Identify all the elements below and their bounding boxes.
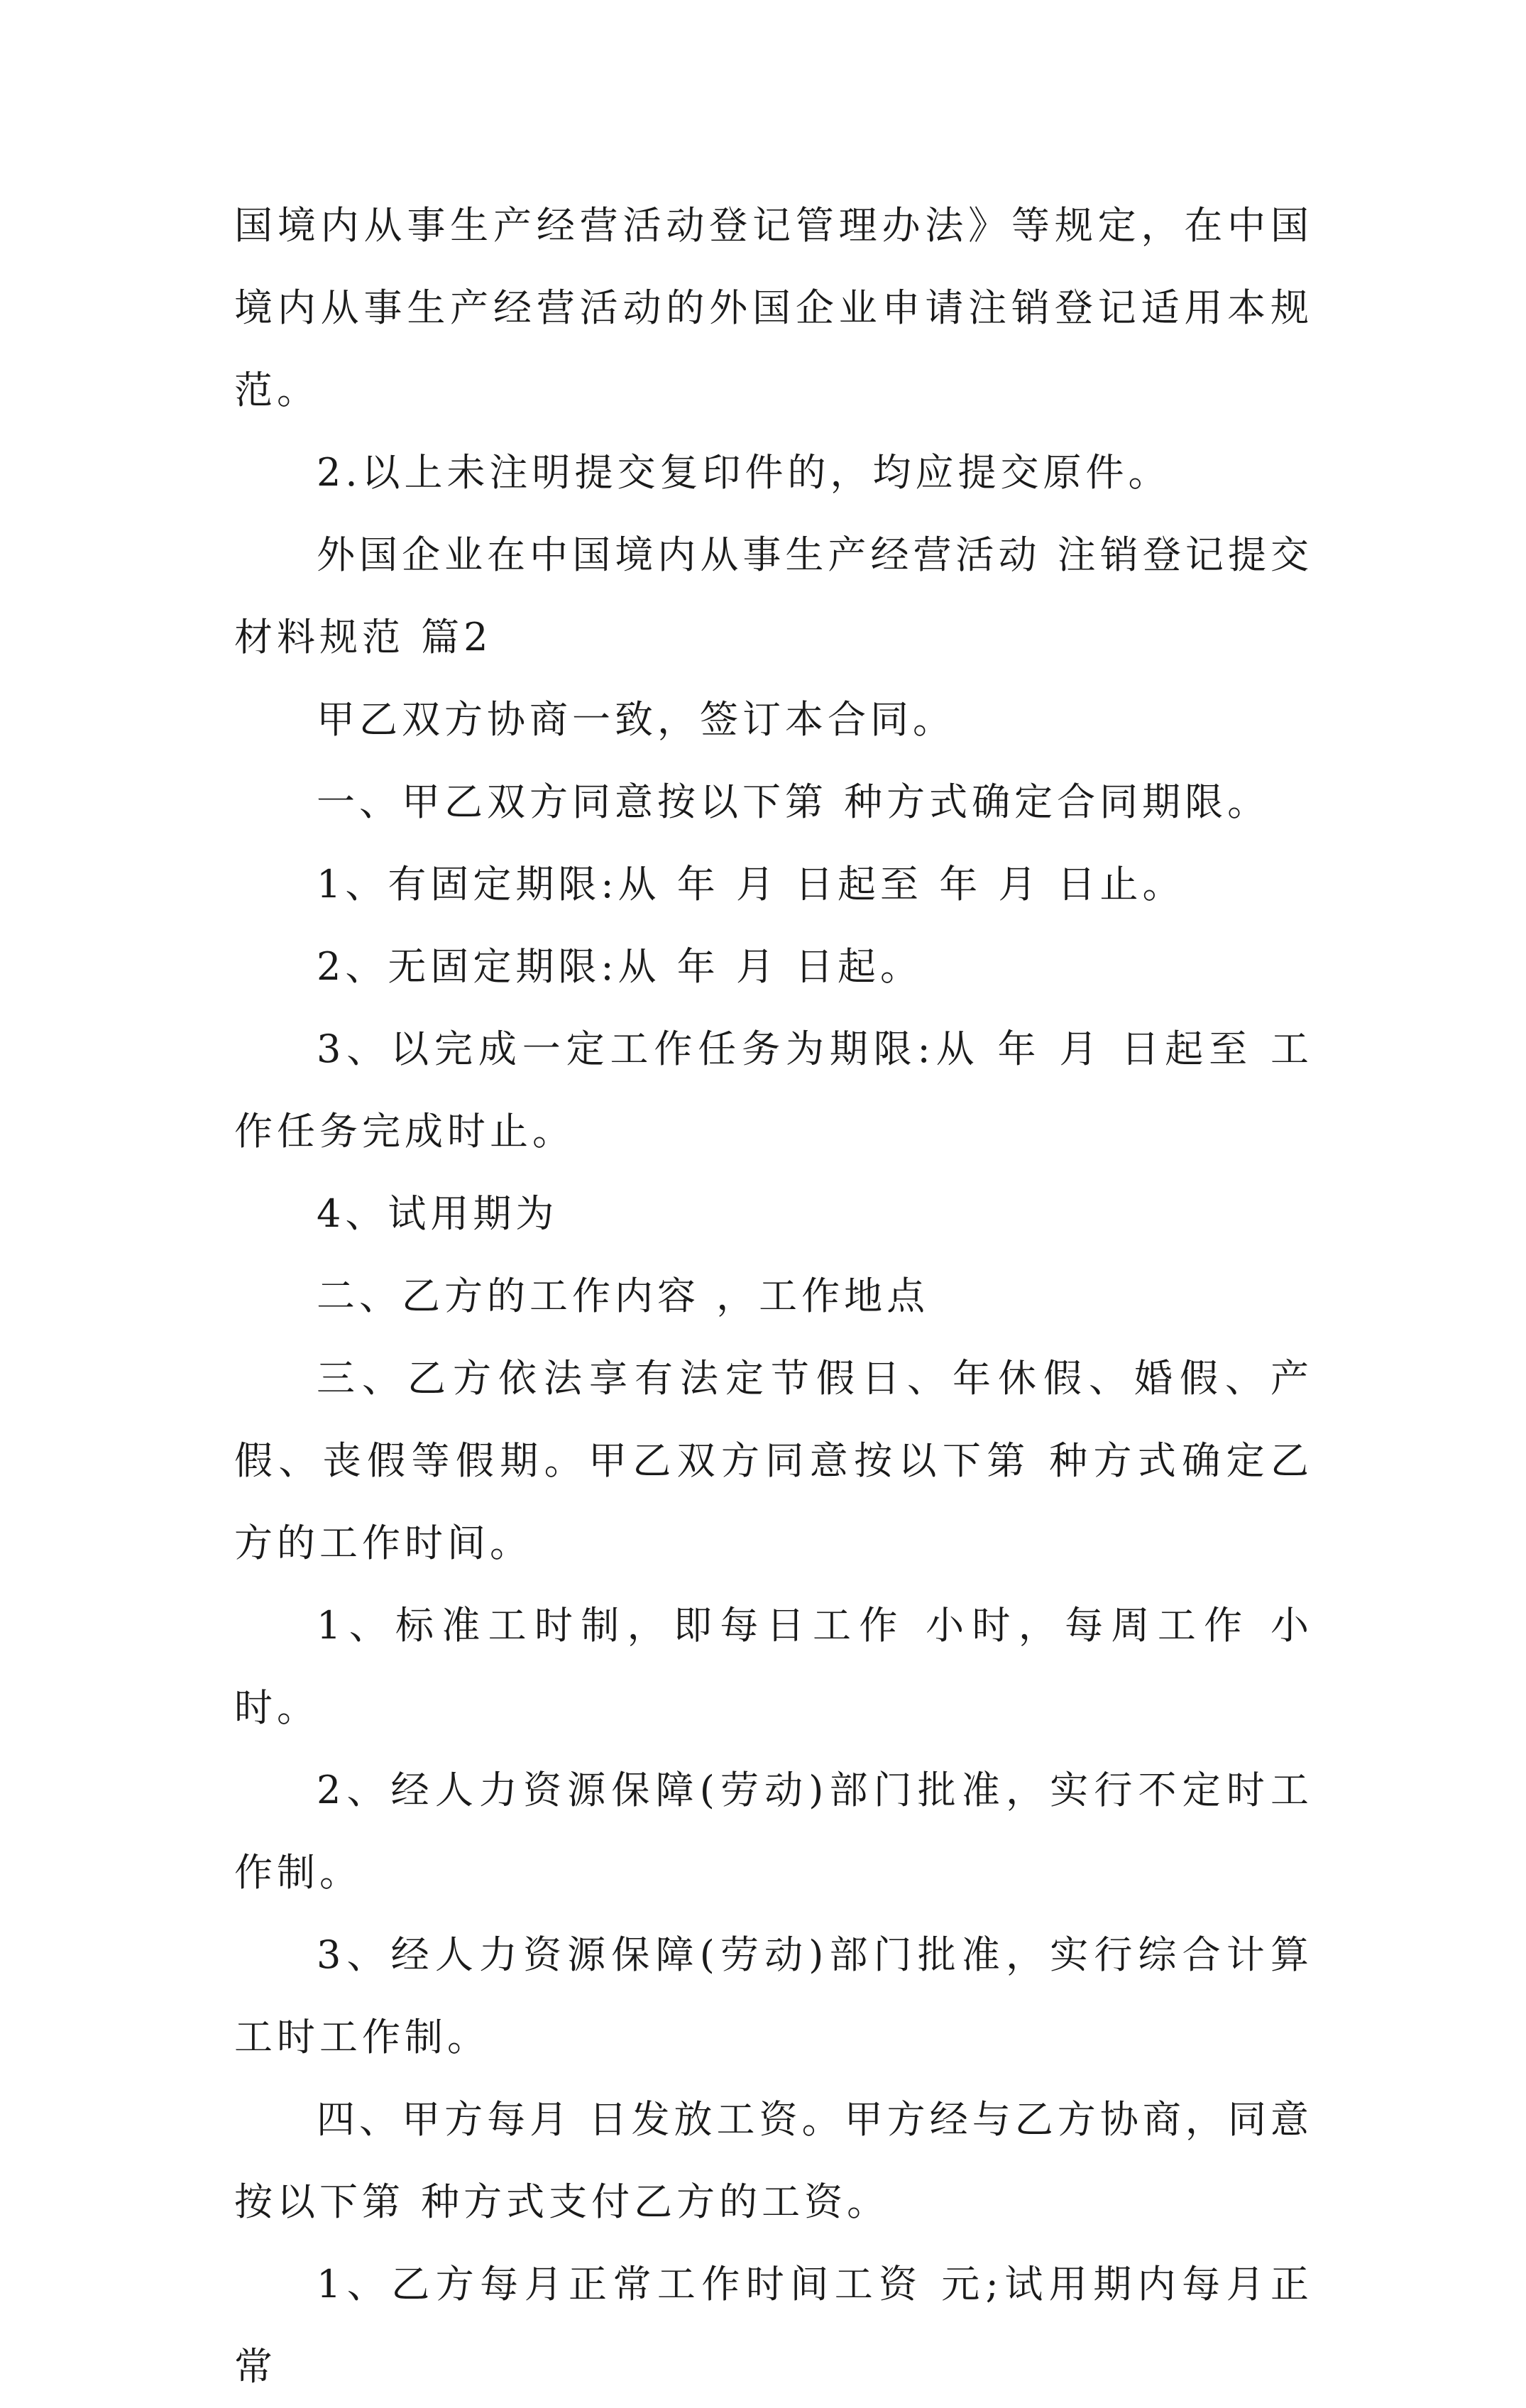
- clause-3: 三、乙方依法享有法定节假日、年休假、婚假、产假、丧假等假期。甲乙双方同意按以下第 种方式确定乙方的工作时间。: [234, 1356, 1313, 1565]
- clause-1: 一、甲乙双方同意按以下第 种方式确定合同期限。: [317, 779, 1270, 824]
- clause-item: 3、以完成一定工作任务为期限:从 年 月 日起至 工作任务完成时止。: [234, 1027, 1313, 1154]
- clause-item: 3、经人力资源保障(劳动)部门批准，实行综合计算工时工作制。: [234, 1932, 1313, 2059]
- section-heading: 外国企业在中国境内从事生产经营活动 注销登记提交材料规范 篇2: [234, 532, 1313, 660]
- clause-item: 1、乙方每月正常工作时间工资 元;试用期内每月正常: [234, 2262, 1313, 2389]
- paragraph: 2.以上未注明提交复印件的，均应提交原件。: [317, 450, 1171, 495]
- paragraph: 国境内从事生产经营活动登记管理办法》等规定，在中国境内从事生产经营活动的外国企业申请注销登记适用本规范。: [234, 203, 1313, 412]
- clause-2: 二、乙方的工作内容 ，工作地点: [317, 1274, 930, 1318]
- clause-item: 4、试用期为: [317, 1191, 559, 1236]
- clause-item: 1、有固定期限:从 年 月 日起至 年 月 日止。: [317, 862, 1185, 907]
- clause-item: 2、经人力资源保障(劳动)部门批准，实行不定时工作制。: [234, 1768, 1313, 1895]
- paragraph: 甲乙双方协商一致，签订本合同。: [317, 697, 955, 742]
- clause-item: 2、无固定期限:从 年 月 日起。: [317, 944, 923, 989]
- clause-item: 1、标准工时制，即每日工作 小时，每周工作 小时。: [234, 1603, 1313, 1730]
- document-body: [234, 185, 1313, 2408]
- clause-4: 四、甲方每月 日发放工资。甲方经与乙方协商，同意按以下第 种方式支付乙方的工资。: [234, 2097, 1313, 2224]
